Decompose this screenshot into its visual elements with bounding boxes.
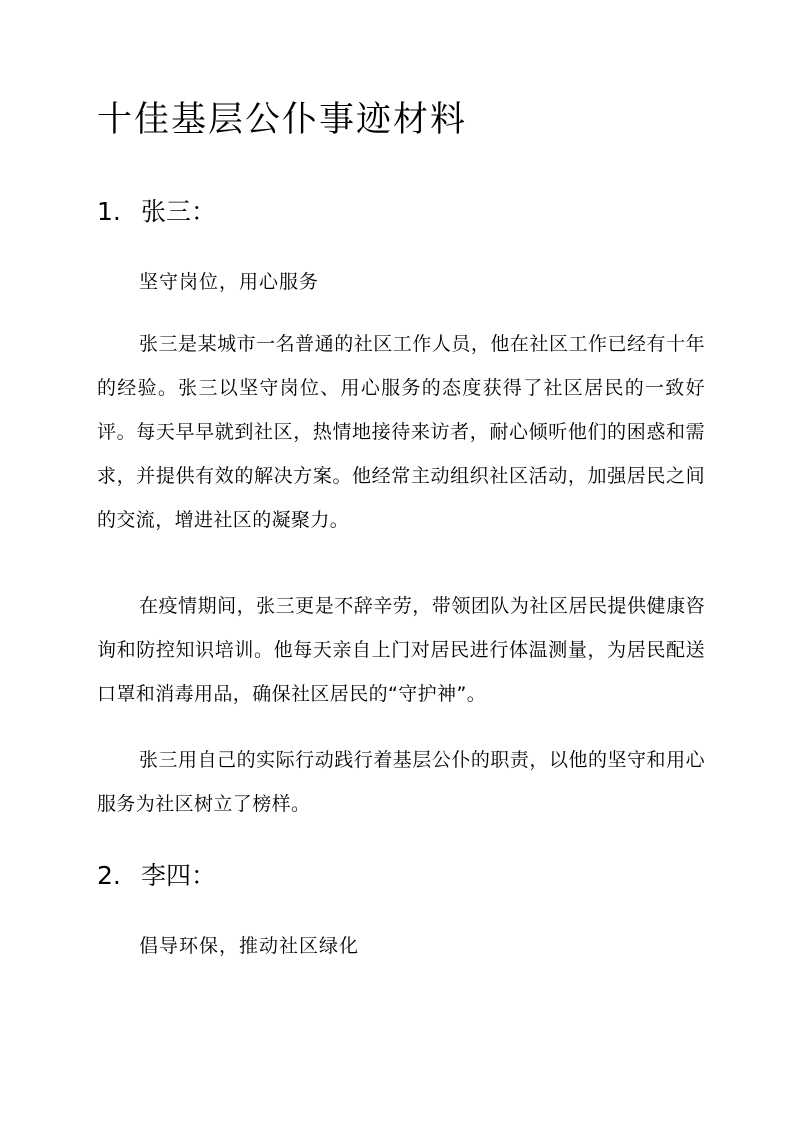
section-name: 李四： <box>141 861 217 890</box>
paragraph-1: 张三是某城市一名普通的社区工作人员，他在社区工作已经有十年的经验。张三以坚守岗位、用心服务的态度获得了社区居民的一致好评。每天早早就到社区，热情地接待来访者，耐心倾听他们的困惑和需求，并提供有效的解决方案。他经常主动组织社区活动，加强居民之间的交流，增进社区的凝聚力。 <box>97 333 705 531</box>
section-number: 1. <box>97 197 121 226</box>
section-heading-1 <box>97 194 216 230</box>
document-title: 十佳基层公仆事迹材料 <box>97 100 468 140</box>
section-subtitle-2: 倡导环保，推动社区绿化 <box>139 935 360 957</box>
section-heading-2 <box>97 858 216 894</box>
section-number: 2. <box>97 861 121 890</box>
paragraph-3: 张三用自己的实际行动践行着基层公仆的职责，以他的坚守和用心服务为社区树立了榜样。 <box>97 749 705 815</box>
section-subtitle-1: 坚守岗位，用心服务 <box>139 271 320 293</box>
section-name: 张三： <box>141 197 217 226</box>
paragraph-2: 在疫情期间，张三更是不辞辛劳，带领团队为社区居民提供健康咨询和防控知识培训。他每天亲自上门对居民进行体温测量，为居民配送口罩和消毒用品，确保社区居民的“守护神”。 <box>97 595 705 705</box>
